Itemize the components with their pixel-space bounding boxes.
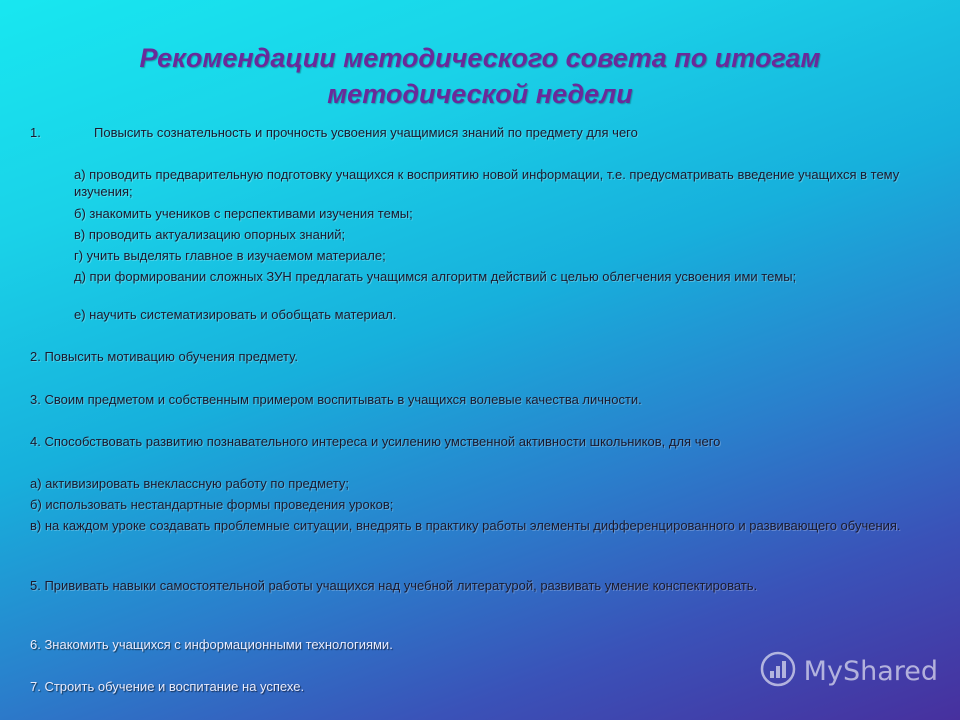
list-item-1d: г) учить выделять главное в изучаемом материале;	[74, 248, 386, 263]
title-line-2: методической недели	[327, 79, 633, 109]
list-item-1b: б) знакомить учеников с перспективами изучения темы;	[74, 206, 413, 221]
myshared-watermark	[760, 651, 938, 692]
list-item-1c: в) проводить актуализацию опорных знаний;	[74, 227, 346, 242]
title-line-1: Рекомендации методического совета по итогам	[139, 43, 821, 73]
myshared-logo-icon	[760, 651, 796, 692]
list-item-4b: б) использовать нестандартные формы проведения уроков;	[30, 497, 394, 512]
list-item-5: 5. Прививать навыки самостоятельной работы учащихся над учебной литературой, развивать умение конспектировать.	[30, 578, 758, 593]
myshared-wordmark: MyShared	[803, 656, 938, 687]
list-item-7: 7. Строить обучение и воспитание на успехе.	[30, 679, 305, 694]
list-item-1e: д) при формировании сложных ЗУН предлагать учащимся алгоритм действий с целью облегчения усвоения ими темы;	[74, 269, 797, 284]
list-item-1a: а) проводить предварительную подготовку учащихся к восприятию новой информации, т.е. предусматривать введение учащихся в тему изучения;	[74, 167, 900, 199]
list-item-3: 3. Своим предметом и собственным примером воспитывать в учащихся волевые качества личности.	[30, 392, 642, 407]
list-item-1-number: 1.	[30, 125, 41, 140]
list-item-4a: а) активизировать внеклассную работу по предмету;	[30, 476, 350, 491]
list-item-2: 2. Повысить мотивацию обучения предмету.	[30, 349, 298, 364]
list-item-1f: е) научить систематизировать и обобщать материал.	[74, 307, 397, 322]
list-item-4c: в) на каждом уроке создавать проблемные ситуации, внедрять в практику работы элементы дифференцированного и развивающего обучения.	[30, 518, 901, 533]
list-item-4: 4. Способствовать развитию познавательного интереса и усилению умственной активности школьников, для чего	[30, 434, 721, 449]
list-item-1: Повысить сознательность и прочность усвоения учащимися знаний по предмету для чего	[94, 125, 638, 140]
list-item-6: 6. Знакомить учащихся с информационными технологиями.	[30, 637, 393, 652]
